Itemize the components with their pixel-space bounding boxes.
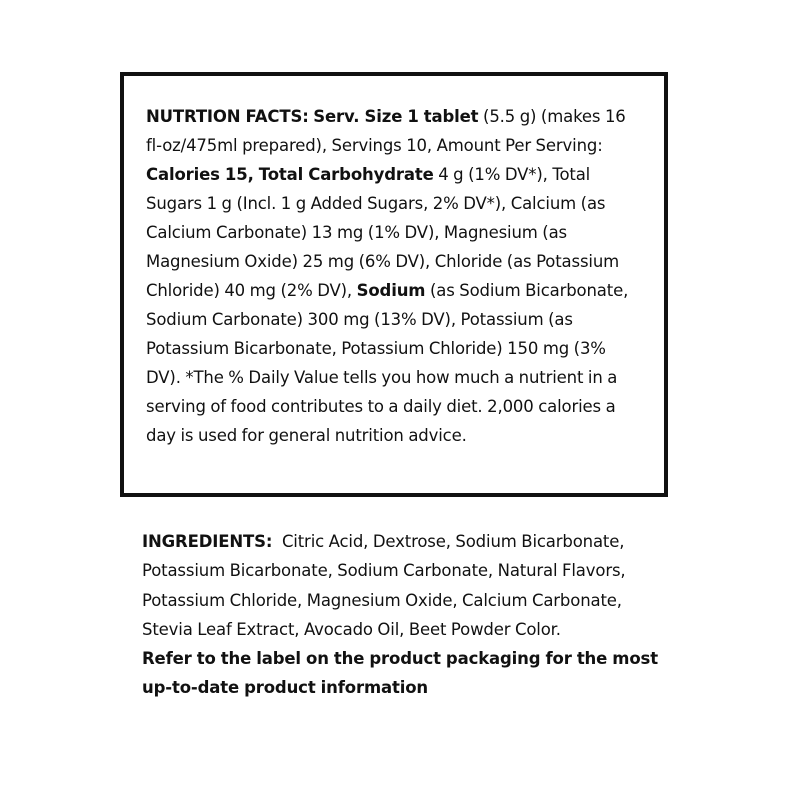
nutrition-heading: NUTRTION FACTS:: [146, 107, 309, 126]
nutrition-facts-text: [146, 102, 644, 450]
nutrition-facts-box: [120, 72, 668, 497]
serving-size-label: Serv. Size 1 tablet: [313, 107, 479, 126]
sodium-label: Sodium: [356, 281, 426, 300]
calories-carbohydrate-label: Calories 15, Total Carbohydrate: [146, 165, 434, 184]
ingredients-label: INGREDIENTS:: [142, 532, 273, 551]
nutrient-details: 4 g (1% DV*), Total Sugars 1 g (Incl. 1 g Added Sugars, 2% DV*), Calcium (as Calcium Carbonate) 13 mg (1% DV), Magnesium (as Magnesium Oxide) 25 mg (6% DV), Chloride (as Potassium Chloride) 40 mg (2% DV),: [146, 165, 620, 300]
packaging-refer-note: Refer to the label on the product packaging for the most up-to-date product information: [142, 649, 658, 698]
ingredients-section: [142, 527, 662, 703]
ingredients-list: Citric Acid, Dextrose, Sodium Bicarbonate, Potassium Bicarbonate, Sodium Carbonate, Natural Flavors, Potassium Chloride, Magnesium Oxide, Calcium Carbonate, Stevia Leaf Extract, Avocado Oil, Beet Powder Color.: [142, 532, 626, 639]
sodium-details: (as Sodium Bicarbonate, Sodium Carbonate) 300 mg (13% DV), Potassium (as Potassium Bicarbonate, Potassium Chloride) 150 mg (3% DV). *The % Daily Value tells you how much a nutrient in a serving of food contributes to a daily diet. 2,000 calories a day is used for general nutrition advice.: [146, 281, 629, 445]
serving-size-details: (5.5 g) (makes 16 fl-oz/475ml prepared), Servings 10, Amount Per Serving:: [146, 107, 626, 155]
